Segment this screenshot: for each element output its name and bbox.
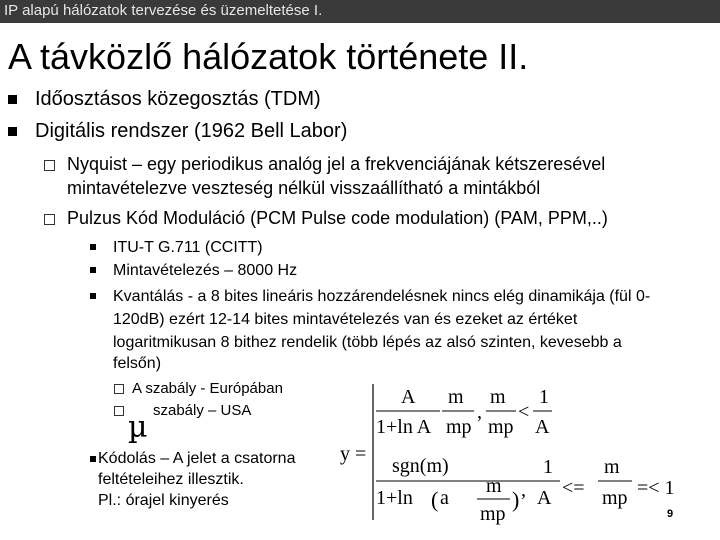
bullet-square-icon — [90, 293, 96, 299]
item-coding-3: Pl.: órajel kinyerés — [98, 492, 229, 509]
item-quantization-1: Kvantálás - a 8 bites lineáris hozzárendelésnek nincs elég dinamikája (fül 0- — [113, 288, 651, 305]
formula-sgn-m: sgn(m) — [392, 455, 449, 477]
formula-mp: mp — [488, 416, 514, 438]
item-g711: ITU-T G.711 (CCITT) — [113, 239, 263, 256]
bullet-square-icon — [90, 456, 96, 462]
formula-A: A — [535, 416, 550, 438]
page-number: 9 — [667, 508, 674, 520]
item-mu-law: szabály – USA — [153, 402, 252, 419]
formula-m: m — [486, 475, 502, 497]
item-sampling: Mintavételezés – 8000 Hz — [113, 262, 298, 279]
bullet-square-icon — [8, 127, 17, 136]
sub-bullet-nyquist-cont: mintavételezve veszteség nélkül visszaállítható a mintákból — [67, 178, 541, 198]
bullet-box-icon — [114, 384, 124, 394]
sub-bullet-nyquist: Nyquist – egy periodikus analóg jel a frekvenciájának kétszeresével — [67, 154, 606, 174]
formula-mp: mp — [480, 503, 506, 525]
formula-one: 1 — [543, 456, 553, 478]
formula-le: <= — [562, 477, 585, 499]
header-title: IP alapú hálózatok tervezése és üzemeltetése I. — [4, 2, 323, 19]
item-quantization-2: 120dB) ezért 12-14 bites mintavételezés van és ezeket az értéket — [113, 311, 578, 328]
bullet-tdm: Időosztásos közegosztás (TDM) — [35, 88, 321, 110]
formula-a: a — [440, 487, 449, 509]
formula-comma: , — [521, 479, 526, 501]
formula-one: 1 — [539, 386, 549, 408]
header-bar — [0, 0, 720, 23]
item-quantization-4: felsőn) — [113, 355, 162, 372]
formula-eq-lt-one: =< 1 — [637, 477, 675, 499]
formula-lhs: y = — [340, 443, 367, 465]
formula-mp: mp — [602, 487, 628, 509]
formula-paren-open: ( — [431, 487, 439, 512]
formula-paren-close: ) — [512, 487, 520, 512]
companding-formula — [340, 378, 710, 526]
item-coding-2: feltételeihez illesztik. — [98, 471, 244, 488]
bullet-square-icon — [90, 267, 96, 273]
sub-bullet-pcm: Pulzus Kód Moduláció (PCM Pulse code modulation) (PAM, PPM,..) — [67, 208, 608, 228]
bullet-square-icon — [90, 244, 96, 250]
bullet-box-icon — [114, 406, 124, 416]
mu-symbol: µ — [128, 410, 148, 445]
formula-m: m — [490, 386, 506, 408]
slide-title: A távközlő hálózatok története II. — [8, 36, 529, 77]
bullet-box-icon — [44, 160, 55, 171]
item-coding-1: Kódolás – A jelet a csatorna — [98, 450, 296, 467]
formula-one-plus-ln: 1+ln — [376, 487, 413, 509]
formula-m: m — [604, 456, 620, 478]
formula-one-plus-ln-A: 1+ln A — [376, 416, 432, 438]
bullet-square-icon — [8, 95, 17, 104]
formula-A: A — [537, 487, 552, 509]
formula-comma: , — [477, 401, 482, 423]
formula-m: m — [448, 386, 464, 408]
formula-A: A — [401, 386, 416, 408]
formula-mp: mp — [446, 416, 472, 438]
bullet-digital: Digitális rendszer (1962 Bell Labor) — [35, 120, 348, 142]
bullet-box-icon — [44, 214, 55, 225]
formula-lt: < — [518, 401, 530, 423]
item-quantization-3: logaritmikusan 8 bithez rendelik (több lépés az alsó szinten, kevesebb a — [113, 334, 622, 351]
item-a-law: A szabály - Európában — [132, 380, 283, 397]
